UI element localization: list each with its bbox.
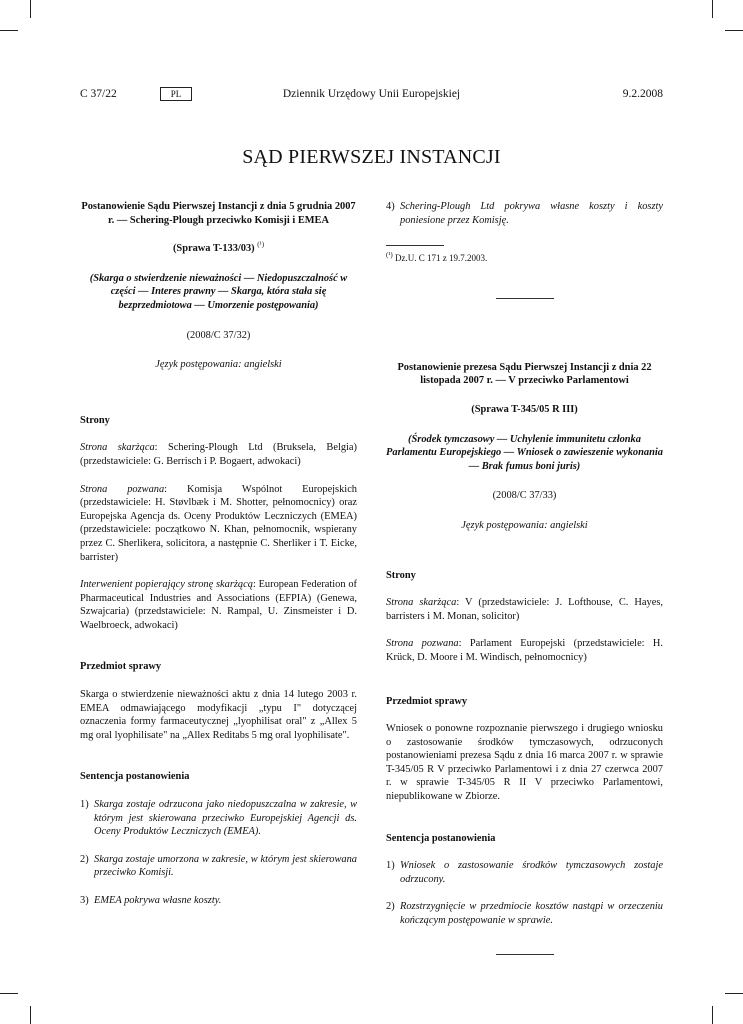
item-number: 4): [386, 201, 395, 212]
case-keywords: (Skarga o stwierdzenie nieważności — Niedopuszczalność w części — Interes prawny — Skarga, która stała się bezprzedmiotowa — Umorzenie postępowania): [89, 272, 348, 311]
section-separator: [496, 298, 554, 299]
section-separator: [496, 954, 554, 955]
crop-mark: [725, 993, 743, 994]
section-heading-parties: Strony: [80, 414, 110, 426]
operative-item: [80, 798, 357, 839]
item-text: Rozstrzygnięcie w przedmiocie kosztów nastąpi w orzeczeniu kończącym postępowanie w sprawie.: [400, 901, 663, 927]
item-text: EMEA pokrywa własne koszty.: [94, 895, 222, 906]
item-number: 1): [80, 799, 89, 811]
party-defendant: [386, 637, 663, 664]
operative-item: [80, 853, 357, 880]
crop-mark: [0, 30, 18, 31]
item-number: 2): [80, 853, 89, 865]
party-label: Strona pozwana: [80, 483, 165, 495]
item-text: Skarga zostaje umorzona w zakresie, w którym jest skierowana przeciwko Komisji.: [94, 853, 357, 879]
crop-mark: [30, 1006, 31, 1024]
right-column: [386, 200, 663, 955]
language-of-case: Język postępowania: angielski: [155, 359, 282, 371]
item-text: Skarga zostaje odrzucona jako niedopuszczalna w zakresie, w którym jest skierowana przeciwko Europejskiej Agencji ds. Oceny Produktów Leczniczych (EMEA).: [94, 799, 357, 838]
party-label: Strona skarżąca: [386, 597, 457, 609]
section-heading-subject: Przedmiot sprawy: [80, 661, 162, 673]
section-heading-subject: Przedmiot sprawy: [386, 695, 468, 707]
party-applicant: [80, 441, 357, 468]
operative-item: [80, 894, 357, 908]
publication-reference: (2008/C 37/32): [186, 329, 251, 341]
crop-mark: [30, 0, 31, 18]
operative-item: [386, 859, 663, 886]
order-title: Postanowienie Sądu Pierwszej Instancji z dnia 5 grudnia 2007 r. — Schering-Plough przeciwko Komisji i EMEA: [81, 201, 356, 226]
footnote-text: Dz.U. C 171 z 19.7.2003.: [395, 253, 488, 264]
item-number: 1): [386, 860, 395, 872]
party-label: Strona pozwana: [386, 638, 459, 650]
operative-item: [386, 200, 663, 227]
footnote: [386, 252, 663, 266]
order-title: Postanowienie prezesa Sądu Pierwszej Instancji z dnia 22 listopada 2007 r. — V przeciwko Parlamentowi: [397, 361, 652, 387]
party-text: : Parlament Europejski (przedstawiciele: H. Krück, D. Moore i M. Windisch, pełnomocnicy): [386, 638, 663, 663]
page-header: [80, 88, 663, 104]
item-number: 2): [386, 901, 395, 913]
court-title: SĄD PIERWSZEJ INSTANCJI: [242, 146, 501, 168]
section-heading-operative: Sentencja postanowienia: [386, 832, 496, 844]
issue-date: 9.2.2008: [622, 88, 663, 100]
party-text: : V (przedstawiciele: J. Lofthouse, C. Hayes, barristers i M. Monan, solicitor): [386, 597, 663, 622]
crop-mark: [725, 30, 743, 31]
case-number: [80, 242, 357, 256]
crop-mark: [712, 0, 713, 18]
crop-mark: [0, 993, 18, 994]
section-heading-operative: Sentencja postanowienia: [80, 771, 190, 783]
item-number: 3): [80, 895, 89, 906]
case-number-text: (Sprawa T-133/03): [172, 243, 255, 255]
page-reference: C 37/22: [80, 88, 117, 100]
footnote-mark: (¹): [386, 251, 393, 260]
subject-text: Skarga o stwierdzenie nieważności aktu z dnia 14 lutego 2003 r. EMEA odmawiającego modyfikacji „typu I" dotyczącej oznaczenia formy farmaceutycznej „lyophilisat oral" z „Allex 5 mg oral lyophilisate" na „Allex Reditabs 5 mg oral lyophilisate".: [80, 689, 357, 741]
case-number: (Sprawa T-345/05 R III): [471, 403, 578, 415]
party-text: : Komisja Wspólnot Europejskich (przedstawiciele: H. Støvlbæk i M. Shotter, pełnomocnicy) oraz Europejska Agencja ds. Oceny Produktów Leczniczych (EMEA) (przedstawiciele: początkowo N. Khan, pełnomocnik, wspierany przez C. Sherlikera, solicitora, a następnie C. Sherliker i T. Eicke, barrister): [80, 483, 357, 563]
item-text: Schering-Plough Ltd pokrywa własne koszty i koszty poniesione przez Komisję.: [400, 201, 663, 226]
section-heading-parties: Strony: [386, 569, 416, 581]
item-text: Wniosek o zastosowanie środków tymczasowych zostaje odrzucony.: [400, 860, 663, 885]
subject-text: Wniosek o ponowne rozpoznanie pierwszego i drugiego wniosku o zastosowanie środków tymczasowych, odrzuconych postanowieniami prezesa Sądu z dnia 16 marca 2007 r. w sprawie T-345/05 R V przeciwko Parlamentowi i z dnia 27 czerwca 2007 r. w sprawie T-345/05 R II V przeciwko Parlamentowi, niepublikowane w Zbiorze.: [386, 723, 663, 803]
party-label: Interwenient popierający stronę skarżącą: [80, 579, 253, 591]
operative-item: [386, 900, 663, 927]
crop-mark: [712, 1006, 713, 1024]
publication-reference: (2008/C 37/33): [492, 490, 557, 502]
language-of-case: Język postępowania: angielski: [461, 519, 588, 531]
party-intervener: [80, 578, 357, 632]
party-defendant: [80, 483, 357, 565]
journal-title: Dziennik Urzędowy Unii Europejskiej: [282, 88, 461, 100]
party-text: : Schering-Plough Ltd (Bruksela, Belgia) (przedstawiciele: G. Berrisch i P. Bogaert, adwokaci): [80, 442, 357, 467]
party-applicant: [386, 596, 663, 623]
language-code-box: PL: [160, 87, 192, 101]
case-keywords: (Środek tymczasowy — Uchylenie immunitetu członka Parlamentu Europejskiego — Wniosek o zawieszenie wykonania — Brak fumus boni juris): [386, 433, 663, 472]
footnote-ref: (¹): [257, 240, 265, 249]
party-label: Strona skarżąca: [80, 442, 155, 454]
left-column: [80, 200, 357, 908]
footnote-separator: [386, 245, 444, 246]
party-text: : European Federation of Pharmaceutical Industries and Associations (EFPIA) (Genewa, Szwajcaria) (przedstawiciele: N. Rampal, U. Zinsmeister i D. Waelbroeck, adwokaci): [80, 579, 357, 631]
